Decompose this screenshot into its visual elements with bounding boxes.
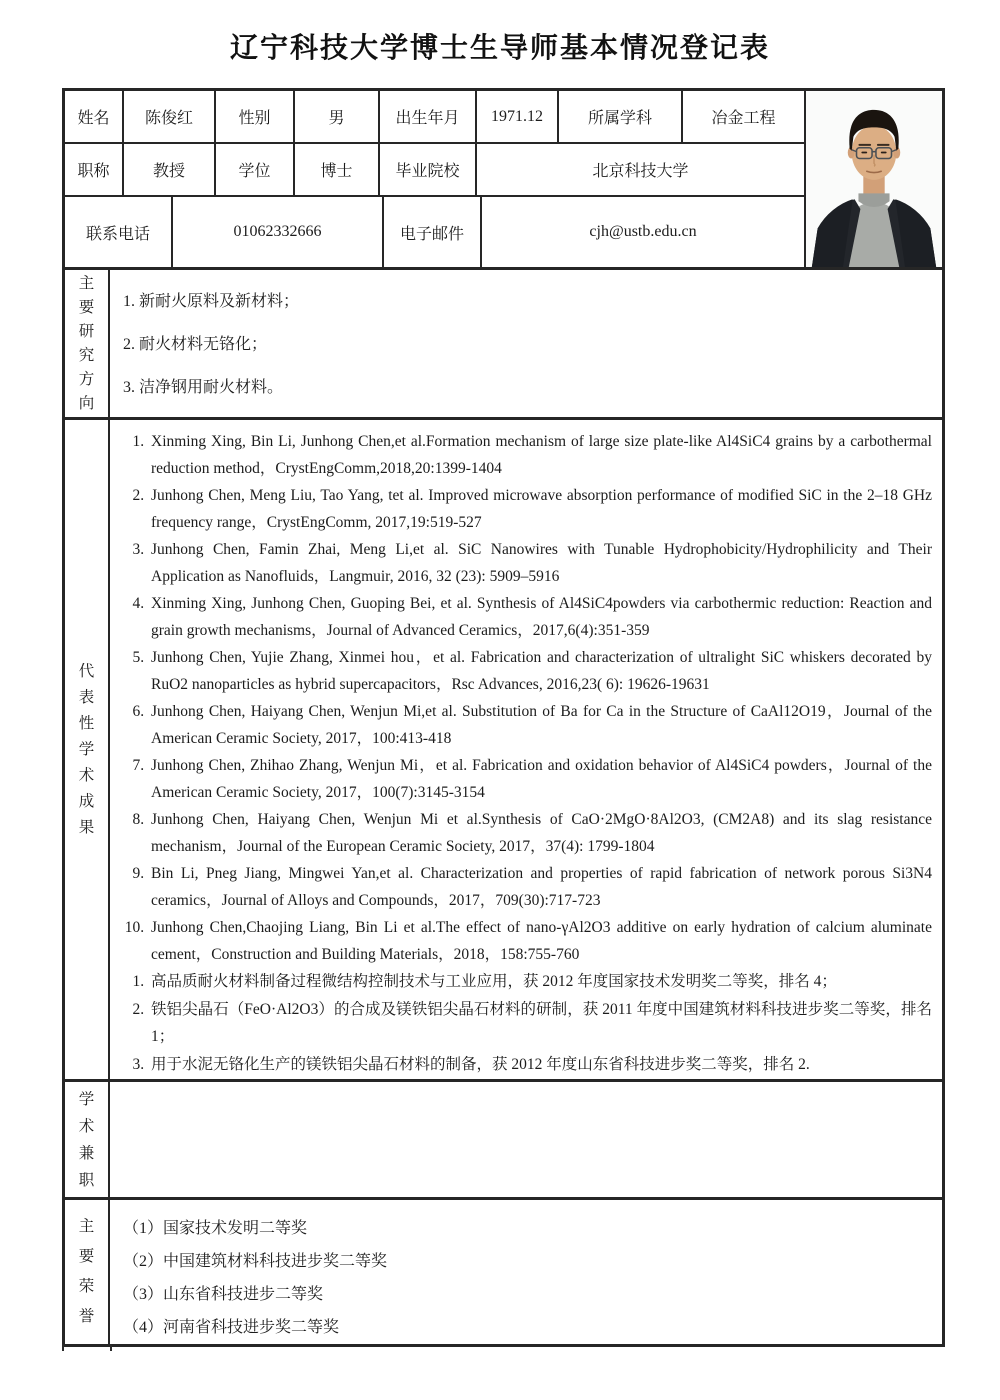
honor-item: （2）中国建筑材料科技进步奖二等奖: [123, 1253, 388, 1270]
publication-item: 6. Junhong Chen, Haiyang Chen, Wenjun Mi,et al. Substitution of Ba for Ca in the Structure of CaAl12O19，Journal of the American Ceramic Society, 2017，100:413-418: [148, 698, 932, 752]
discipline-value: 冶金工程: [711, 110, 776, 127]
honor-item: （1）国家技术发明二等奖: [123, 1220, 308, 1237]
honors-section: [65, 1200, 942, 1344]
research-directions-label: 主要研究方向: [78, 274, 95, 412]
honors-label: 主要荣誉: [78, 1218, 95, 1325]
info-row-3: [65, 197, 804, 267]
degree-label: 学位: [216, 144, 295, 195]
personal-info-section: [65, 91, 942, 270]
achievements-label: 代表性学术成果: [78, 662, 95, 836]
award-list: [116, 968, 932, 1078]
personal-info-grid: [65, 91, 804, 267]
award-item: 2. 铁铝尖晶石（FeO·Al2O3）的合成及镁铁铝尖晶石材料的研制，获 2011 年度中国建筑材料科技进步奖二等奖，排名 1；: [148, 996, 932, 1051]
research-directions-section: [65, 270, 942, 420]
honor-item: （3）山东省科技进步二等奖: [123, 1286, 324, 1303]
name-value: 陈俊红: [124, 91, 216, 142]
publication-item: 4. Xinming Xing, Junhong Chen, Guoping Bei, et al. Synthesis of Al4SiC4powders via carbothermic reduction: Reaction and grain growth mechanisms，Journal of Advanced Ceramics，2017,6(4):351-359: [148, 590, 932, 644]
academic-positions-label: 学术兼职: [78, 1090, 95, 1189]
academic-positions-section: [65, 1082, 942, 1200]
registration-form-table: [62, 88, 945, 1347]
school-value: 北京科技大学: [592, 163, 689, 180]
birth-label: 出生年月: [380, 91, 477, 142]
email-value: cjh@ustb.edu.cn: [589, 223, 697, 241]
portrait-photo-icon: [806, 91, 942, 267]
achievements-section: [65, 420, 942, 1082]
honors-header: [65, 1200, 110, 1344]
publication-item: 1. Xinming Xing, Bin Li, Junhong Chen,et al.Formation mechanism of large size plate-like Al4SiC4 grains by a carbothermal reduction method，CrystEngComm,2018,20:1399-1404: [148, 428, 932, 482]
name-label: 姓名: [65, 91, 124, 142]
job-title-label: 职称: [65, 144, 124, 195]
publication-item: 7. Junhong Chen, Zhihao Zhang, Wenjun Mi，et al. Fabrication and oxidation behavior of Al4SiC4 powders，Journal of the American Ceramic Society, 2017，100(7):3145-3154: [148, 752, 932, 806]
research-item: 2. 耐火材料无铬化；: [123, 336, 268, 354]
academic-positions-header: [65, 1082, 110, 1197]
award-item: 1. 高品质耐火材料制备过程微结构控制技术与工业应用，获 2012 年度国家技术发明奖二等奖，排名 4；: [148, 968, 932, 996]
publication-item: 9. Bin Li, Pneg Jiang, Mingwei Yan,et al. Characterization and properties of rapid fabrication of network porous Si3N4 ceramics，Journal of Alloys and Compounds，2017，709(30):717-723: [148, 860, 932, 914]
school-label: 毕业院校: [380, 144, 477, 195]
job-title-value: 教授: [124, 144, 216, 195]
info-row-1: [65, 91, 804, 144]
page-title: 辽宁科技大学博士生导师基本情况登记表: [229, 33, 770, 64]
publication-item: 5. Junhong Chen, Yujie Zhang, Xinmei hou，et al. Fabrication and characterization of ultralight SiC whiskers decorated by RuO2 nanoparticles as hybrid supercapacitors，Rsc Advances, 2016,23( 6): 19626-19631: [148, 644, 932, 698]
discipline-label: 所属学科: [559, 91, 683, 142]
research-item: 3. 洁净钢用耐火材料。: [123, 379, 284, 397]
publication-item: 8. Junhong Chen, Haiyang Chen, Wenjun Mi et al.Synthesis of CaO·2MgO·8Al2O3, (CM2A8) and its slag resistance mechanism，Journal of the European Ceramic Society, 2017，37(4): 1799-1804: [148, 806, 932, 860]
research-item: 1. 新耐火原料及新材料；: [123, 293, 300, 311]
honors-content: [110, 1200, 942, 1344]
border-stub: [110, 1344, 112, 1351]
publication-item: 2. Junhong Chen, Meng Liu, Tao Yang, tet al. Improved microwave absorption performance of modified SiC in the 2–18 GHz frequency range，CrystEngComm, 2017,19:519-527: [148, 482, 932, 536]
id-photo-cell: [804, 91, 942, 267]
publication-list: [116, 428, 932, 968]
gender-value: 男: [295, 91, 380, 142]
phone-value: 01062332666: [173, 197, 384, 267]
academic-positions-content: [110, 1082, 942, 1197]
birth-value: 1971.12: [477, 91, 559, 142]
research-directions-content: [110, 270, 942, 417]
border-stub: [62, 1344, 64, 1351]
achievements-header: [65, 420, 110, 1079]
award-item: 3. 用于水泥无铬化生产的镁铁铝尖晶石材料的制备，获 2012 年度山东省科技进步奖二等奖，排名 2.: [148, 1051, 932, 1079]
publication-item: 3. Junhong Chen, Famin Zhai, Meng Li,et al. SiC Nanowires with Tunable Hydrophobicity/Hydrophilicity and Their Application as Nanofluids，Langmuir, 2016, 32 (23): 5909–5916: [148, 536, 932, 590]
research-directions-header: [65, 270, 110, 417]
email-label: 电子邮件: [384, 197, 482, 267]
achievements-content: [110, 420, 942, 1079]
info-row-2: [65, 144, 804, 197]
publication-item: 10. Junhong Chen,Chaojing Liang, Bin Li et al.The effect of nano-γAl2O3 additive on early hydration of calcium aluminate cement，Construction and Building Materials，2018，158:755-760: [148, 914, 932, 968]
honor-item: （4）河南省科技进步奖二等奖: [123, 1319, 340, 1336]
degree-value: 博士: [295, 144, 380, 195]
gender-label: 性别: [216, 91, 295, 142]
phone-label: 联系电话: [65, 197, 173, 267]
